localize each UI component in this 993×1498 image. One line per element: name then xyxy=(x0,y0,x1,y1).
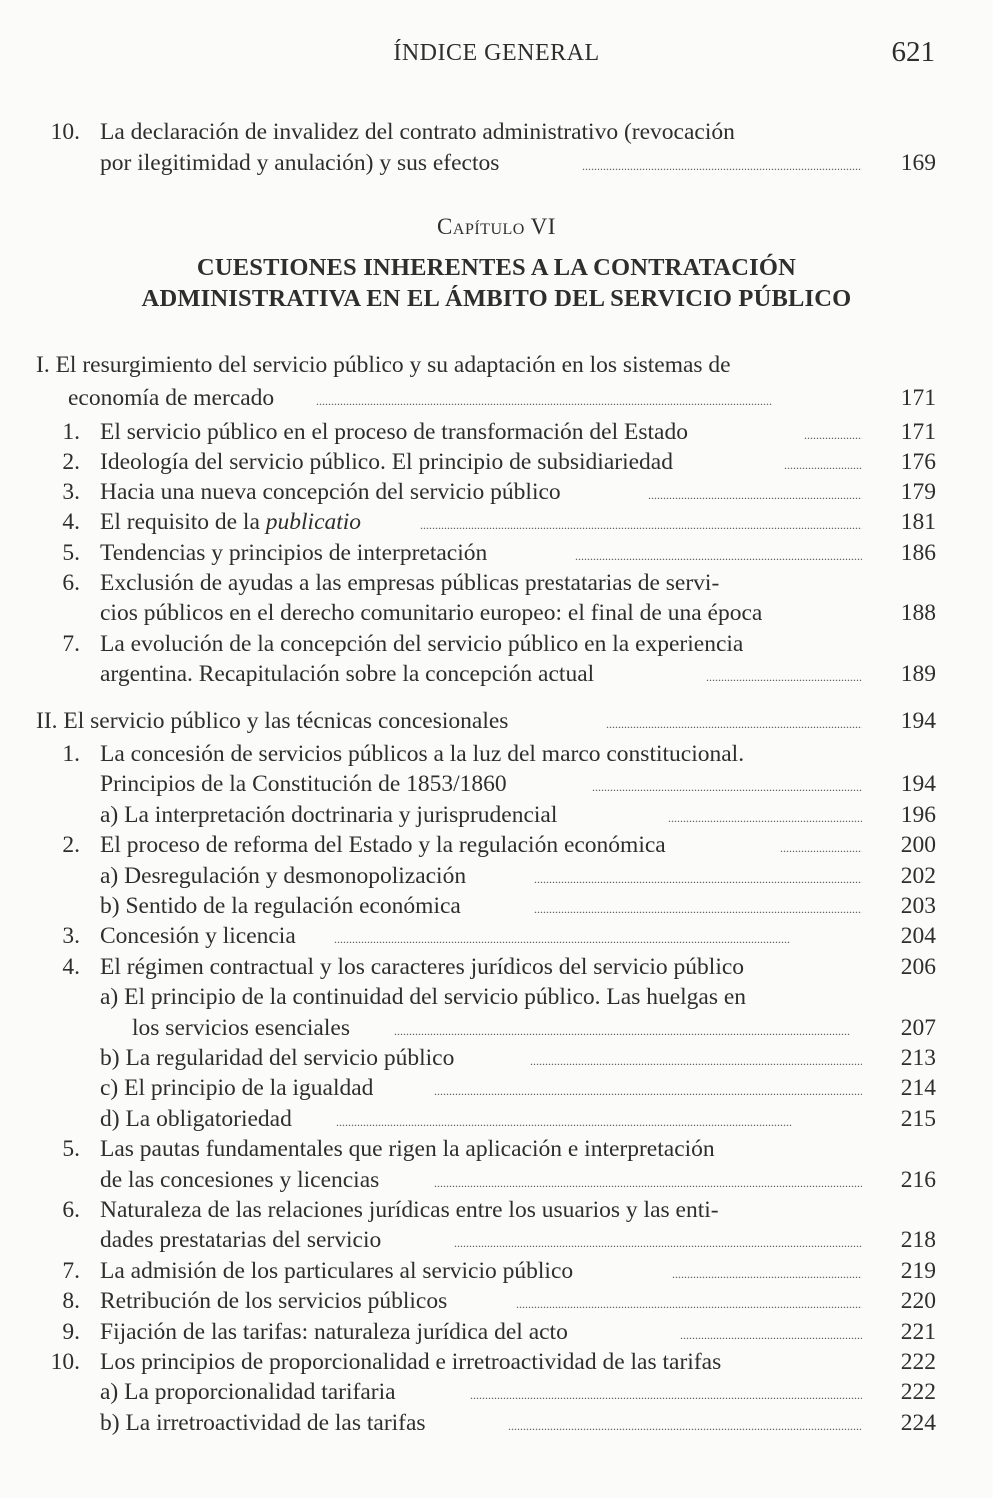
toc-entry xyxy=(0,447,993,477)
entry-text: b) La regularidad del servicio público xyxy=(100,1045,455,1071)
entry-page: 196 xyxy=(900,802,936,828)
entry-page: 219 xyxy=(900,1258,936,1284)
toc-entry-continuation xyxy=(0,1043,993,1073)
entry-number: 1. xyxy=(62,741,80,767)
entry-number: 10. xyxy=(50,119,80,145)
entry-text: El servicio público en el proceso de transformación del Estado xyxy=(100,419,688,445)
dot-leader xyxy=(582,148,862,178)
entry-number: 6. xyxy=(62,1197,80,1223)
entry-number: 9. xyxy=(62,1319,80,1345)
entry-text: c) El principio de la igualdad xyxy=(100,1075,374,1101)
page-number: 621 xyxy=(891,36,935,68)
entry-text: El proceso de reforma del Estado y la regulación económica xyxy=(100,832,666,858)
toc-entry-continuation xyxy=(0,1165,993,1195)
entry-text: cios públicos en el derecho comunitario europeo: el final de una época xyxy=(100,600,763,626)
toc-entry-continuation xyxy=(0,769,993,799)
section-heading-text: I. El resurgimiento del servicio público y su adaptación en los sistemas de xyxy=(36,352,731,378)
dot-leader xyxy=(680,1317,862,1347)
entry-page: 224 xyxy=(900,1410,936,1436)
entry-number: 3. xyxy=(62,923,80,949)
entry-number: 7. xyxy=(62,1258,80,1284)
entry-text: Naturaleza de las relaciones jurídicas entre los usuarios y las enti- xyxy=(100,1197,719,1223)
entry-text: La declaración de invalidez del contrato administrativo (revocación xyxy=(100,119,735,145)
dot-leader xyxy=(420,507,862,537)
toc-entry xyxy=(0,1134,993,1164)
entry-page: 206 xyxy=(900,954,936,980)
toc-entry-continuation xyxy=(0,1104,993,1134)
entry-page: 186 xyxy=(900,540,936,566)
running-title: ÍNDICE GENERAL xyxy=(393,40,600,66)
entry-number: 1. xyxy=(62,419,80,445)
entry-text: b) Sentido de la regulación económica xyxy=(100,893,461,919)
dot-leader xyxy=(575,538,862,568)
entry-text: Tendencias y principios de interpretación xyxy=(100,540,488,566)
toc-entry xyxy=(0,1195,993,1225)
entry-text: Los principios de proporcionalidad e irretroactividad de las tarifas xyxy=(100,1349,722,1375)
dot-leader xyxy=(648,477,862,507)
entry-page: 202 xyxy=(900,863,936,889)
entry-page: 215 xyxy=(900,1106,936,1132)
dot-leader xyxy=(334,921,862,951)
running-header xyxy=(0,36,993,76)
entry-page: 203 xyxy=(900,893,936,919)
dot-leader xyxy=(470,1377,862,1407)
entry-text: Retribución de los servicios públicos xyxy=(100,1288,448,1314)
entry-page: 222 xyxy=(900,1379,936,1405)
toc-entry xyxy=(0,830,993,860)
entry-text: Hacia una nueva concepción del servicio público xyxy=(100,479,561,505)
entry-text: b) La irretroactividad de las tarifas xyxy=(100,1410,426,1436)
dot-leader xyxy=(336,1104,862,1134)
entry-page: 176 xyxy=(900,449,936,475)
toc-entry-continuation xyxy=(0,598,993,628)
entry-page: 221 xyxy=(900,1319,936,1345)
toc-entry xyxy=(0,1256,993,1286)
toc-entry-continuation xyxy=(0,1377,993,1407)
entry-text: Concesión y licencia xyxy=(100,923,296,949)
entry-text: a) La interpretación doctrinaria y jurisprudencial xyxy=(100,802,558,828)
toc-entry xyxy=(0,507,993,537)
entry-page: 207 xyxy=(900,1015,936,1041)
entry-page: 218 xyxy=(900,1227,936,1253)
dot-leader xyxy=(316,383,862,413)
toc-entry xyxy=(0,1317,993,1347)
dot-leader xyxy=(668,800,862,830)
dot-leader xyxy=(454,1225,862,1255)
toc-entry xyxy=(0,739,993,769)
dot-leader xyxy=(780,830,862,860)
entry-number: 3. xyxy=(62,479,80,505)
entry-page: 213 xyxy=(900,1045,936,1071)
entry-text: dades prestatarias del servicio xyxy=(100,1227,382,1253)
toc-entry-continuation xyxy=(0,1408,993,1438)
entry-text: La admisión de los particulares al servicio público xyxy=(100,1258,574,1284)
entry-text: a) El principio de la continuidad del servicio público. Las huelgas en xyxy=(100,984,747,1010)
entry-text: La concesión de servicios públicos a la luz del marco constitucional. xyxy=(100,741,745,767)
entry-page: 214 xyxy=(900,1075,936,1101)
entry-page: 171 xyxy=(900,385,936,411)
dot-leader xyxy=(672,1256,862,1286)
dot-leader xyxy=(394,1013,862,1043)
entry-text: Las pautas fundamentales que rigen la aplicación e interpretación xyxy=(100,1136,715,1162)
entry-number: 7. xyxy=(62,631,80,657)
toc-entry-continuation xyxy=(0,1013,993,1043)
entry-number: 4. xyxy=(62,954,80,980)
dot-leader xyxy=(804,417,862,447)
entry-number: 5. xyxy=(62,1136,80,1162)
dot-leader xyxy=(706,659,862,689)
toc-entry-continuation xyxy=(0,800,993,830)
chapter-title-line-2: ADMINISTRATIVA EN EL ÁMBITO DEL SERVICIO PÚBLICO xyxy=(141,285,852,312)
toc-entry-continuation xyxy=(0,982,993,1012)
section-heading-text: II. El servicio público y las técnicas concesionales xyxy=(36,708,509,734)
dot-leader xyxy=(784,447,862,477)
dot-leader xyxy=(606,706,862,736)
entry-page: 200 xyxy=(900,832,936,858)
section-heading xyxy=(0,350,993,380)
entry-number: 2. xyxy=(62,832,80,858)
dot-leader xyxy=(434,1165,862,1195)
toc-entry xyxy=(0,477,993,507)
entry-text: Principios de la Constitución de 1853/1860 xyxy=(100,771,507,797)
entry-text: Fijación de las tarifas: naturaleza jurídica del acto xyxy=(100,1319,568,1345)
entry-page: 181 xyxy=(900,509,936,535)
entry-text: Ideología del servicio público. El principio de subsidiariedad xyxy=(100,449,673,475)
entry-text: La evolución de la concepción del servicio público en la experiencia xyxy=(100,631,744,657)
section-heading-continuation xyxy=(0,383,993,413)
entry-number: 2. xyxy=(62,449,80,475)
toc-entry-continuation xyxy=(0,1073,993,1103)
entry-text: Exclusión de ayudas a las empresas públicas prestatarias de servi- xyxy=(100,570,720,596)
toc-entry xyxy=(0,1286,993,1316)
toc-entry xyxy=(0,568,993,598)
entry-page: 171 xyxy=(900,419,936,445)
entry-number: 6. xyxy=(62,570,80,596)
entry-page: 194 xyxy=(900,708,936,734)
entry-page: 179 xyxy=(900,479,936,505)
entry-page: 220 xyxy=(900,1288,936,1314)
toc-entry xyxy=(0,117,993,147)
toc-entry-continuation xyxy=(0,861,993,891)
entry-text xyxy=(100,507,361,537)
entry-text-plain: El requisito de la xyxy=(100,509,266,535)
section-heading-text: economía de mercado xyxy=(68,385,275,411)
entry-text-italic: publicatio xyxy=(265,509,362,535)
entry-text: por ilegitimidad y anulación) y sus efectos xyxy=(100,150,500,176)
toc-entry xyxy=(0,921,993,951)
toc-entry xyxy=(0,417,993,447)
entry-page: 188 xyxy=(900,600,936,626)
toc-entry xyxy=(0,1347,993,1377)
dot-leader xyxy=(434,1073,862,1103)
entry-number: 8. xyxy=(62,1288,80,1314)
entry-page: 204 xyxy=(900,923,936,949)
entry-page: 189 xyxy=(900,661,936,687)
entry-text: a) Desregulación y desmonopolización xyxy=(100,863,467,889)
entry-text: d) La obligatoriedad xyxy=(100,1106,292,1132)
toc-entry-continuation xyxy=(0,1225,993,1255)
toc-entry-continuation xyxy=(0,891,993,921)
entry-number: 10. xyxy=(50,1349,80,1375)
toc-entry xyxy=(0,629,993,659)
toc-entry-continuation xyxy=(0,148,993,178)
entry-text: argentina. Recapitulación sobre la concepción actual xyxy=(100,661,595,687)
entry-number: 4. xyxy=(62,509,80,535)
section-heading xyxy=(0,706,993,736)
toc-entry xyxy=(0,952,993,982)
dot-leader xyxy=(534,861,862,891)
toc-entry xyxy=(0,538,993,568)
entry-text: El régimen contractual y los caracteres jurídicos del servicio público xyxy=(100,954,745,980)
toc-entry-continuation xyxy=(0,659,993,689)
entry-page: 216 xyxy=(900,1167,936,1193)
dot-leader xyxy=(508,1408,862,1438)
dot-leader xyxy=(592,769,862,799)
dot-leader xyxy=(530,1043,862,1073)
chapter-label: Capítulo VI xyxy=(437,214,556,239)
entry-number: 5. xyxy=(62,540,80,566)
dot-leader xyxy=(534,891,862,921)
chapter-title-line-1: CUESTIONES INHERENTES A LA CONTRATACIÓN xyxy=(196,254,797,281)
entry-text: de las concesiones y licencias xyxy=(100,1167,380,1193)
entry-page: 222 xyxy=(900,1349,936,1375)
dot-leader xyxy=(516,1286,862,1316)
entry-page: 194 xyxy=(900,771,936,797)
entry-text: a) La proporcionalidad tarifaria xyxy=(100,1379,396,1405)
entry-text: los servicios esenciales xyxy=(132,1015,350,1041)
entry-page: 169 xyxy=(900,150,936,176)
